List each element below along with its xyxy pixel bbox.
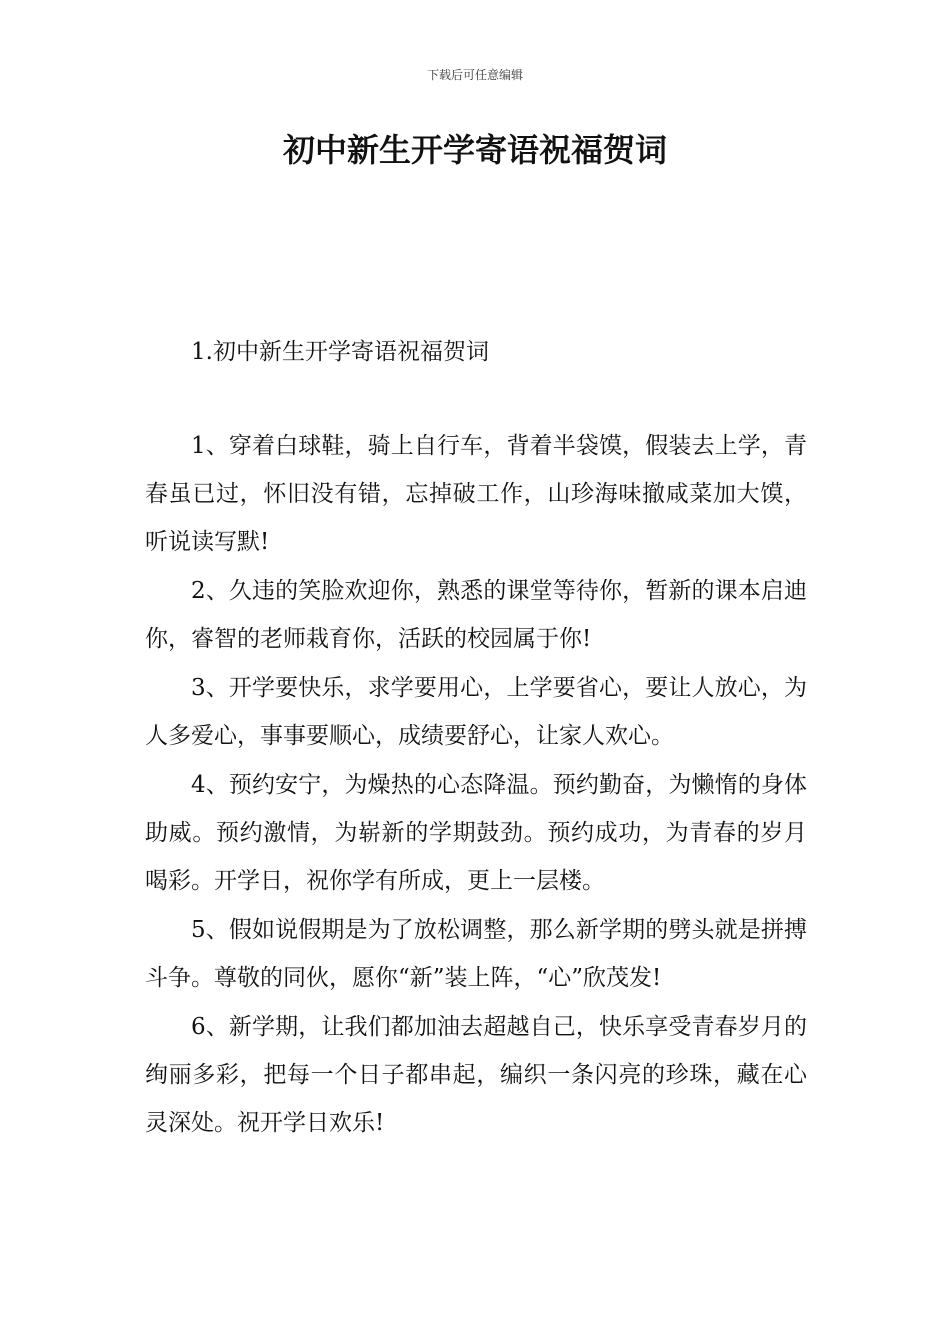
- paragraph-1: 1、穿着白球鞋，骑上自行车，背着半袋馍，假装去上学，青春虽已过，怀旧没有错，忘掉破工作，山珍海味撤咸菜加大馍，听说读写默!: [145, 433, 807, 555]
- paragraph-4: 4、预约安宁，为燥热的心态降温。预约勤奋，为懒惰的身体助威。预约激情，为崭新的学期鼓劲。预约成功，为青春的岁月喝彩。开学日，祝你学有所成，更上一层楼。: [145, 772, 807, 894]
- paragraph-2: 2、久违的笑脸欢迎你，熟悉的课堂等待你，暂新的课本启迪你，睿智的老师栽育你，活跃的校园属于你!: [145, 578, 807, 652]
- paragraph-6: 6、新学期，让我们都加油去超越自己，快乐享受青春岁月的绚丽多彩，把每一个日子都串起，编织一条闪亮的珍珠，藏在心灵深处。祝开学日欢乐!: [145, 1014, 807, 1136]
- paragraph-3: 3、开学要快乐，求学要用心，上学要省心，要让人放心，为人多爱心，事事要顺心，成绩要舒心，让家人欢心。: [145, 675, 807, 749]
- document-body: [145, 328, 807, 1148]
- paragraph-5: 5、假如说假期是为了放松调整，那么新学期的劈头就是拼搏斗争。尊敬的同伙，愿你“新”装上阵，“心”欣茂发!: [145, 917, 807, 991]
- header-note: 下载后可任意编辑: [426, 68, 523, 82]
- section-heading: 1.初中新生开学寄语祝福贺词: [191, 339, 489, 365]
- document-title: 初中新生开学寄语祝福贺词: [282, 131, 667, 169]
